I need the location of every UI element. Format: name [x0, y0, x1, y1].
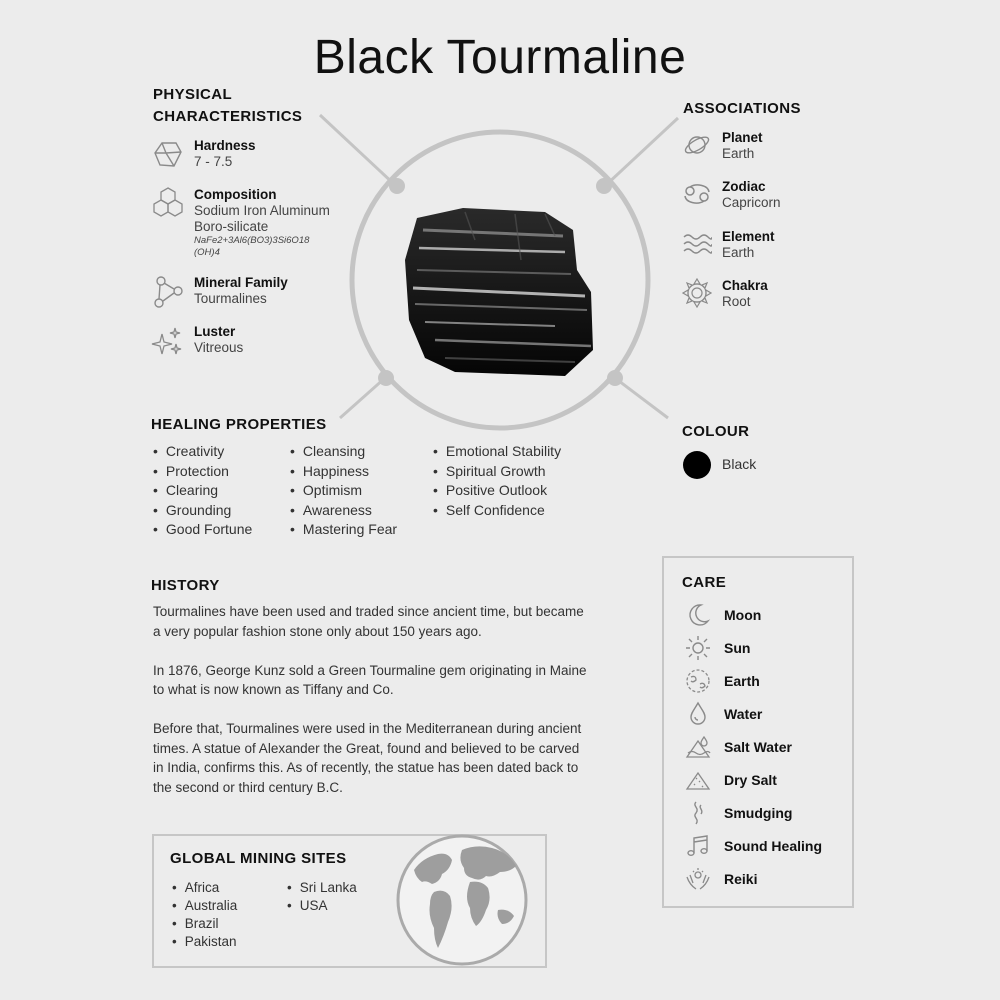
healing-list-col3 — [433, 442, 561, 520]
colour-swatch — [683, 451, 711, 479]
list-item: • Self Confidence — [433, 501, 561, 521]
association-item-planet: Planet Earth — [682, 130, 763, 162]
mining-list-col1 — [172, 879, 237, 951]
zodiac-icon — [682, 179, 712, 209]
care-item-salt-water: Salt Water — [684, 730, 822, 763]
association-item-chakra: Chakra Root — [682, 278, 768, 310]
salt-water-icon — [684, 733, 712, 761]
association-item-zodiac: Zodiac Capricorn — [682, 179, 781, 211]
crystal-icon — [152, 138, 184, 170]
hexagons-icon — [152, 187, 184, 221]
list-item: • Positive Outlook — [433, 481, 561, 501]
history-text — [153, 602, 593, 817]
healing-heading: HEALING PROPERTIES — [151, 416, 327, 433]
physical-item-hardness: Hardness 7 - 7.5 — [152, 138, 256, 170]
care-item-moon: Moon — [684, 598, 822, 631]
associations-heading: ASSOCIATIONS — [683, 100, 801, 117]
earth-icon — [684, 667, 712, 695]
water-drop-icon — [684, 700, 712, 728]
sparkle-icon — [150, 324, 184, 358]
history-paragraph: Tourmalines have been used and traded since ancient time, but became a very popular fashion stone only about 150 years ago. — [153, 604, 584, 639]
colour-value: Black — [722, 456, 757, 472]
list-item: • Awareness — [290, 501, 397, 521]
care-item-dry-salt: Dry Salt — [684, 763, 822, 796]
list-item: • Creativity — [153, 442, 252, 462]
list-item: • Emotional Stability — [433, 442, 561, 462]
history-heading: HISTORY — [151, 577, 220, 594]
care-list — [684, 598, 822, 895]
list-item: • Good Fortune — [153, 520, 252, 540]
care-item-smudging: Smudging — [684, 796, 822, 829]
care-item-sound-healing: Sound Healing — [684, 829, 822, 862]
molecule-icon — [152, 275, 184, 309]
healing-list-col1 — [153, 442, 252, 540]
list-item: • Sri Lanka — [287, 879, 357, 897]
list-item: • Mastering Fear — [290, 520, 397, 540]
list-item: • Happiness — [290, 462, 397, 482]
mining-list-col2 — [287, 879, 357, 915]
stone-image — [395, 200, 605, 380]
globe-icon — [392, 830, 532, 970]
history-paragraph: In 1876, George Kunz sold a Green Tourmaline gem originating in Maine to what is now known as Tiffany and Co. — [153, 662, 587, 697]
list-item: • Protection — [153, 462, 252, 482]
list-item: • Cleansing — [290, 442, 397, 462]
physical-item-mineral-family: Mineral Family Tourmalines — [152, 275, 288, 309]
smoke-icon — [684, 799, 712, 827]
history-paragraph: Before that, Tourmalines were used in the Mediterranean during ancient times. A statue of Alexander the Great, found and believed to be carved in India, confirms this. As of recently, the statue has been dated back to the second or third century B.C. — [153, 721, 582, 795]
page-title: Black Tourmaline — [313, 31, 687, 84]
dry-salt-icon — [684, 766, 712, 794]
list-item: • Australia — [172, 897, 237, 915]
association-item-element: Element Earth — [682, 229, 775, 261]
physical-item-composition: Composition Sodium Iron Aluminum Boro-silicate NaFe2+3Al6(BO3)3Si6O18 (OH)4 — [152, 187, 330, 259]
care-heading: CARE — [682, 574, 727, 591]
healing-list-col2 — [290, 442, 397, 540]
lotus-icon — [682, 278, 712, 308]
mining-heading: GLOBAL MINING SITES — [170, 850, 347, 867]
sun-icon — [684, 634, 712, 662]
planet-icon — [682, 130, 712, 160]
list-item: • Grounding — [153, 501, 252, 521]
list-item: • Africa — [172, 879, 237, 897]
care-item-sun: Sun — [684, 631, 822, 664]
reiki-hands-icon — [684, 865, 712, 893]
physical-item-luster: Luster Vitreous — [150, 324, 243, 358]
moon-icon — [684, 601, 712, 629]
waves-icon — [682, 229, 712, 259]
list-item: • Clearing — [153, 481, 252, 501]
care-item-earth: Earth — [684, 664, 822, 697]
music-notes-icon — [684, 832, 712, 860]
list-item: • Pakistan — [172, 933, 237, 951]
list-item: • USA — [287, 897, 357, 915]
physical-heading: PHYSICAL CHARACTERISTICS — [153, 86, 303, 125]
list-item: • Optimism — [290, 481, 397, 501]
care-item-water: Water — [684, 697, 822, 730]
list-item: • Spiritual Growth — [433, 462, 561, 482]
colour-heading: COLOUR — [682, 423, 750, 440]
care-item-reiki: Reiki — [684, 862, 822, 895]
list-item: • Brazil — [172, 915, 237, 933]
care-box — [662, 556, 854, 908]
